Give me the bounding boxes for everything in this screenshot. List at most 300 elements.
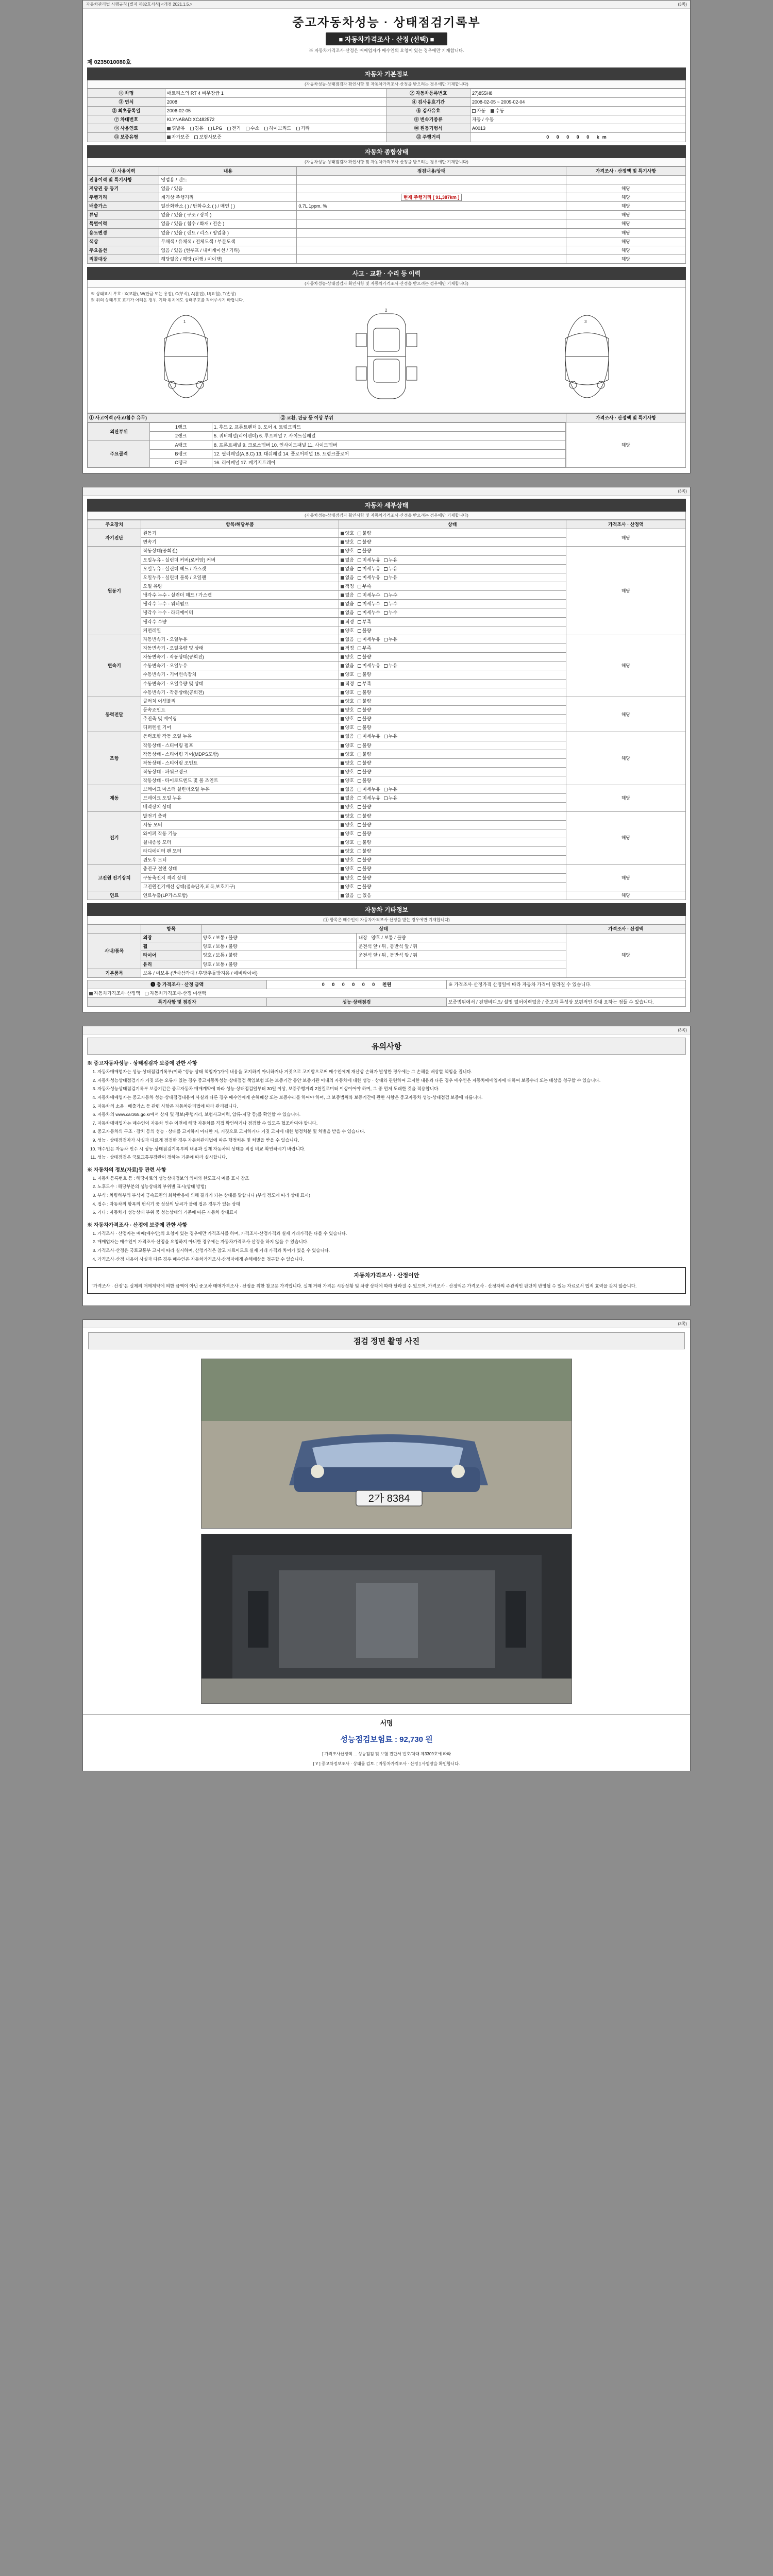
- checkbox-box[interactable]: [358, 708, 361, 712]
- option-checkbox[interactable]: 자동: [472, 108, 485, 114]
- page-1-top-bar: [83, 1, 690, 9]
- option-checkbox[interactable]: [358, 645, 371, 651]
- option-checkbox[interactable]: 경유: [190, 125, 204, 131]
- row-content: 없음 / 있음: [159, 184, 297, 193]
- option-checkbox[interactable]: [358, 866, 371, 872]
- option-checkbox[interactable]: [384, 636, 397, 642]
- price-summary-checkboxes: [88, 989, 686, 998]
- col-state: 상태: [339, 520, 566, 529]
- checkbox-box[interactable]: [358, 629, 361, 633]
- checkbox-box[interactable]: [384, 788, 388, 791]
- option-checkbox[interactable]: [341, 548, 354, 554]
- option-checkbox[interactable]: [341, 583, 354, 589]
- option-checkbox[interactable]: [341, 654, 354, 660]
- option-checkbox[interactable]: [341, 574, 354, 581]
- checkbox-box[interactable]: [384, 664, 388, 668]
- option-checkbox[interactable]: [358, 822, 371, 828]
- checkbox-label: 미세누유: [362, 574, 380, 580]
- notice-sub1-item: 1. 자동차등록번호 등 : 해당자료의 성능상태정보의 의미와 한도표시 예를 표시 참조: [97, 1175, 686, 1182]
- option-checkbox[interactable]: [384, 663, 397, 669]
- col-content: 내용: [159, 166, 297, 175]
- photo-underbody-view: [201, 1534, 572, 1704]
- checkbox-box[interactable]: [341, 885, 344, 889]
- etc-value: 양호 / 보통 / 불량: [201, 942, 357, 951]
- checkbox-box[interactable]: [358, 673, 361, 676]
- photo-section-title: 점검 정면 촬영 사진: [88, 1332, 685, 1349]
- option-checkbox[interactable]: [358, 777, 371, 784]
- checkbox-box[interactable]: [358, 796, 361, 800]
- option-checkbox[interactable]: [341, 769, 354, 775]
- checkbox-box[interactable]: [384, 576, 388, 580]
- checkbox-label: 불량: [362, 689, 372, 695]
- checkbox-box[interactable]: [358, 876, 361, 880]
- option-checkbox[interactable]: [358, 831, 371, 837]
- svg-text:2: 2: [384, 308, 388, 313]
- checkbox-box[interactable]: [341, 700, 344, 703]
- checkbox-box[interactable]: [341, 638, 344, 641]
- grade-level: 2랭크: [150, 432, 212, 440]
- checkbox-box[interactable]: [358, 700, 361, 703]
- checkbox-box[interactable]: [341, 540, 344, 544]
- checkbox-label: 미세누유: [362, 734, 380, 739]
- row-label: 리콜대상: [88, 255, 159, 264]
- option-checkbox[interactable]: [358, 619, 371, 625]
- option-checkbox[interactable]: [384, 601, 397, 607]
- option-checkbox[interactable]: [341, 645, 354, 651]
- checkbox-box[interactable]: [341, 805, 344, 809]
- option-checkbox[interactable]: [358, 548, 371, 554]
- option-checkbox[interactable]: [341, 671, 354, 677]
- option-checkbox[interactable]: 하이브리드: [264, 125, 291, 131]
- option-checkbox[interactable]: [341, 804, 354, 810]
- detail-item: 고전원전기배선 상태(접속단자,피복,보호기구): [141, 882, 339, 891]
- checkbox-label: 부족: [362, 583, 372, 589]
- checkbox-box[interactable]: [341, 858, 344, 862]
- fuel-options: [165, 124, 386, 133]
- option-checkbox[interactable]: 휘발유: [167, 125, 185, 131]
- checkbox-label: 누유: [388, 566, 398, 571]
- checkbox-box[interactable]: [341, 611, 344, 615]
- option-checkbox[interactable]: [384, 786, 397, 792]
- checkbox-box[interactable]: [341, 629, 344, 633]
- option-checkbox[interactable]: [341, 892, 354, 899]
- option-checkbox[interactable]: [341, 822, 354, 828]
- checkbox-box[interactable]: [341, 682, 344, 686]
- detail-item: 커먼레일: [141, 626, 339, 635]
- option-checkbox[interactable]: [358, 671, 371, 677]
- grade-parts: 12. 필러패널(A,B,C) 13. 대쉬패널 14. 플로어패널 15. 트렁크플로어: [212, 449, 565, 458]
- option-checkbox[interactable]: 기타: [296, 125, 310, 131]
- checkbox-label: 양호: [345, 840, 354, 845]
- option-checkbox[interactable]: [384, 557, 397, 563]
- checkbox-box[interactable]: [341, 647, 344, 650]
- checkbox-box[interactable]: [358, 858, 361, 862]
- checkbox-label: 양호: [345, 548, 354, 554]
- option-checkbox[interactable]: [341, 619, 354, 625]
- option-checkbox[interactable]: [341, 628, 354, 634]
- option-checkbox[interactable]: [384, 566, 397, 572]
- option-checkbox[interactable]: [341, 839, 354, 845]
- grade-parts: 16. 리어패널 17. 패키지트레이: [212, 458, 565, 467]
- option-checkbox[interactable]: [358, 707, 371, 713]
- checkbox-box[interactable]: [341, 549, 344, 553]
- option-checkbox[interactable]: [358, 857, 371, 863]
- detail-item: 작동상태(공회전): [141, 547, 339, 555]
- option-checkbox[interactable]: [358, 875, 371, 881]
- etc-value-2: 내장 양호 / 보통 / 불량: [357, 934, 566, 942]
- checkbox-box[interactable]: [358, 620, 361, 624]
- checkbox-box[interactable]: [341, 753, 344, 756]
- accident-history-label: ① 사고이력 (사고/침수 유무): [88, 414, 279, 422]
- checkbox-label: 없음: [345, 610, 354, 616]
- option-checkbox[interactable]: [341, 795, 354, 801]
- checkbox-box[interactable]: [341, 655, 344, 659]
- checkbox-box[interactable]: [358, 567, 361, 571]
- option-checkbox[interactable]: [341, 733, 354, 739]
- option-checkbox[interactable]: [358, 742, 371, 749]
- row-content: 무채색 / 유채색 / 전체도색 / 부분도색: [159, 237, 297, 246]
- option-checkbox[interactable]: [358, 813, 371, 819]
- option-checkbox[interactable]: [341, 592, 354, 598]
- checkbox-label: 양호: [345, 760, 354, 766]
- option-checkbox[interactable]: [358, 663, 380, 669]
- option-checkbox[interactable]: [358, 760, 371, 766]
- option-checkbox[interactable]: [341, 681, 354, 687]
- option-checkbox[interactable]: [358, 601, 380, 607]
- remarks-sublabel: 성능·상태점검: [267, 998, 446, 1007]
- checkbox-label: 누유: [388, 636, 398, 642]
- option-checkbox[interactable]: [341, 530, 354, 536]
- checkbox-box[interactable]: [341, 691, 344, 694]
- option-checkbox[interactable]: [358, 751, 371, 757]
- option-checkbox[interactable]: [341, 539, 354, 545]
- checkbox-label: 누수: [388, 601, 398, 607]
- checkbox-box[interactable]: [341, 664, 344, 668]
- option-checkbox[interactable]: LPG: [208, 125, 222, 131]
- checkbox-box[interactable]: [358, 647, 361, 650]
- option-checkbox[interactable]: [358, 628, 371, 634]
- table-row: [88, 414, 686, 422]
- checkbox-box[interactable]: [358, 815, 361, 818]
- etc-value: 양호 / 보통 / 불량: [201, 934, 357, 942]
- option-checkbox[interactable]: 수소: [246, 125, 259, 131]
- checkbox-label: 없음: [345, 663, 354, 669]
- option-checkbox[interactable]: [358, 892, 371, 899]
- checkbox-box[interactable]: [341, 735, 344, 738]
- detail-item: 추진축 및 베어링: [141, 715, 339, 723]
- checkbox-box[interactable]: [341, 620, 344, 624]
- table-row: [88, 891, 686, 900]
- row-content: 없음 / 있음 ( 침수 / 화재 / 전손 ): [159, 219, 297, 228]
- checkbox-label: 없음: [345, 787, 354, 792]
- checkbox-box[interactable]: [384, 735, 388, 738]
- checkbox-box[interactable]: [341, 594, 344, 597]
- checkbox-box[interactable]: [341, 788, 344, 791]
- checkbox-box[interactable]: [358, 655, 361, 659]
- checkbox-label: 부족: [362, 619, 372, 624]
- option-checkbox[interactable]: [358, 530, 371, 536]
- checkbox-box[interactable]: [341, 673, 344, 676]
- checkbox-box[interactable]: [358, 832, 361, 836]
- detail-item: 냉각수 누수 - 실린더 헤드 / 가스켓: [141, 591, 339, 600]
- detail-item: 와이퍼 작동 기능: [141, 829, 339, 838]
- detail-group-price: 해당: [566, 785, 685, 811]
- basic-label: ⑨ 사용연료: [88, 124, 165, 133]
- detail-item: 오일 유량: [141, 582, 339, 590]
- option-checkbox[interactable]: [358, 557, 380, 563]
- checkbox-box[interactable]: [358, 841, 361, 844]
- option-checkbox[interactable]: 자가보증: [167, 134, 190, 140]
- detail-state-options: [339, 573, 566, 582]
- checkbox-box[interactable]: [341, 779, 344, 783]
- option-checkbox[interactable]: [358, 839, 371, 845]
- detail-group-price: 해당: [566, 697, 685, 732]
- checkbox-label: 양호: [345, 654, 354, 660]
- option-checkbox[interactable]: [341, 707, 354, 713]
- checkbox-box[interactable]: [341, 850, 344, 853]
- option-checkbox[interactable]: [341, 636, 354, 642]
- option-checkbox[interactable]: [341, 724, 354, 731]
- checkbox-box[interactable]: [341, 841, 344, 844]
- checkbox-box[interactable]: [358, 638, 361, 641]
- notice-sub2-item: 4. 가격조사·산정 내용이 사실과 다른 경우 매수인은 자동차가격조사·산정자에게 손해배상을 청구할 수 있습니다.: [97, 1256, 686, 1263]
- detail-state-options: [339, 679, 566, 688]
- checkbox-box[interactable]: [358, 805, 361, 809]
- option-checkbox[interactable]: [341, 663, 354, 669]
- detail-state-options: [339, 600, 566, 608]
- option-checkbox[interactable]: [341, 875, 354, 881]
- option-checkbox[interactable]: [341, 557, 354, 563]
- option-checkbox[interactable]: [358, 574, 380, 581]
- checkbox-box[interactable]: [341, 832, 344, 836]
- option-checkbox[interactable]: [358, 681, 371, 687]
- checkbox-price-survey[interactable]: 자동차가격조사·산정액: [89, 990, 140, 996]
- checkbox-label: 불량: [362, 672, 372, 677]
- table-row: [88, 124, 686, 133]
- option-checkbox[interactable]: [341, 866, 354, 872]
- option-checkbox[interactable]: [341, 760, 354, 766]
- checkbox-box[interactable]: [358, 611, 361, 615]
- option-checkbox[interactable]: [358, 583, 371, 589]
- table-row: [88, 423, 566, 432]
- option-checkbox[interactable]: [358, 689, 371, 696]
- detail-item: 배력장치 상태: [141, 803, 339, 811]
- table-row: [88, 255, 686, 264]
- checkbox-box[interactable]: [384, 594, 388, 597]
- row-status: [297, 228, 566, 237]
- license-plate-text: 2가 8384: [368, 1493, 410, 1505]
- checkbox-box[interactable]: [358, 823, 361, 827]
- col-status: 점검내용/상태: [297, 166, 566, 175]
- price-summary-note: ※ 가격조사·산정가격 산정일에 따라 자동차 가격이 달라질 수 있습니다.: [446, 980, 685, 989]
- svg-text:1: 1: [183, 319, 186, 325]
- table-row: [88, 184, 686, 193]
- section-detail-title: 자동차 세부상태: [87, 499, 686, 512]
- checkbox-box[interactable]: [341, 576, 344, 580]
- checkbox-box[interactable]: [384, 638, 388, 641]
- option-checkbox[interactable]: [358, 592, 380, 598]
- checkbox-box[interactable]: [341, 876, 344, 880]
- checkbox-label: 양호: [345, 539, 354, 545]
- option-checkbox[interactable]: [358, 609, 380, 616]
- checkbox-box[interactable]: [341, 770, 344, 774]
- detail-item: 냉각수 누수 - 라디에이터: [141, 608, 339, 617]
- checkbox-box[interactable]: [358, 735, 361, 738]
- remarks-label: 특기사항 및 점검자: [88, 998, 267, 1007]
- table-row: [88, 865, 686, 873]
- checkbox-box[interactable]: [358, 558, 361, 562]
- checkbox-box[interactable]: [341, 567, 344, 571]
- checkbox-box[interactable]: [341, 558, 344, 562]
- checkbox-box[interactable]: [358, 744, 361, 748]
- option-checkbox[interactable]: [358, 733, 380, 739]
- option-checkbox[interactable]: [341, 698, 354, 704]
- option-checkbox[interactable]: [341, 716, 354, 722]
- checkbox-box[interactable]: [358, 602, 361, 606]
- checkbox-box[interactable]: [384, 602, 388, 606]
- checkbox-box[interactable]: [358, 576, 361, 580]
- grade-group-frame: 주요골격: [88, 440, 150, 467]
- detail-item: 오일누유 - 실린더 블록 / 오일팬: [141, 573, 339, 582]
- option-checkbox[interactable]: [358, 884, 371, 890]
- checkbox-label: 부족: [362, 681, 372, 686]
- table-row: [88, 89, 686, 97]
- option-checkbox[interactable]: [358, 698, 371, 704]
- checkbox-box[interactable]: [358, 540, 361, 544]
- option-checkbox[interactable]: [358, 724, 371, 731]
- option-checkbox[interactable]: [341, 813, 354, 819]
- checkbox-box[interactable]: [341, 761, 344, 765]
- checkbox-box[interactable]: [341, 708, 344, 712]
- option-checkbox[interactable]: [384, 592, 397, 598]
- checkbox-box[interactable]: [358, 585, 361, 588]
- etc-price: 해당: [566, 934, 685, 978]
- checkbox-box[interactable]: [341, 717, 344, 721]
- checkbox-label: 불량: [362, 804, 372, 810]
- option-checkbox[interactable]: [384, 733, 397, 739]
- detail-state-options: [339, 715, 566, 723]
- checkbox-box[interactable]: [384, 558, 388, 562]
- checkbox-box[interactable]: [358, 717, 361, 721]
- option-checkbox[interactable]: [358, 636, 380, 642]
- row-price: 해당: [566, 228, 685, 237]
- option-checkbox[interactable]: [341, 857, 354, 863]
- option-checkbox[interactable]: [341, 566, 354, 572]
- section-accident-title: 사고 · 교환 · 수리 등 이력: [87, 267, 686, 280]
- checkbox-box[interactable]: [341, 602, 344, 606]
- option-checkbox[interactable]: [358, 566, 380, 572]
- basic-label: ① 차명: [88, 89, 165, 97]
- col-etc-state: 상태: [201, 925, 566, 934]
- checkbox-box[interactable]: [358, 549, 361, 553]
- checkbox-label: 없음: [345, 557, 354, 563]
- checkbox-box[interactable]: [358, 779, 361, 783]
- checkbox-box[interactable]: [358, 788, 361, 791]
- checkbox-box[interactable]: [358, 894, 361, 897]
- checkbox-box[interactable]: [358, 691, 361, 694]
- option-checkbox[interactable]: [341, 601, 354, 607]
- option-checkbox[interactable]: [384, 574, 397, 581]
- checkbox-box[interactable]: [341, 726, 344, 730]
- option-checkbox[interactable]: [341, 689, 354, 696]
- option-checkbox[interactable]: [358, 539, 371, 545]
- checkbox-box[interactable]: [341, 894, 344, 897]
- checkbox-box[interactable]: [358, 664, 361, 668]
- col-price: 가격조사 · 산정액 및 특기사항: [566, 414, 685, 422]
- row-status: [297, 219, 566, 228]
- checkbox-box[interactable]: [358, 867, 361, 871]
- checkbox-box[interactable]: [358, 885, 361, 889]
- option-checkbox[interactable]: [358, 654, 371, 660]
- checkbox-box[interactable]: [384, 567, 388, 571]
- option-checkbox[interactable]: [341, 742, 354, 749]
- checkbox-box[interactable]: [384, 796, 388, 800]
- option-checkbox[interactable]: [341, 786, 354, 792]
- table-row: [88, 211, 686, 219]
- checkbox-box[interactable]: [341, 744, 344, 748]
- checkbox-price-not-selected[interactable]: 자동차가격조사·산정 미선택: [145, 990, 206, 996]
- checkbox-box[interactable]: [358, 594, 361, 597]
- detail-state-options: [339, 538, 566, 547]
- checkbox-box[interactable]: [341, 867, 344, 871]
- checkbox-label: 불량: [362, 742, 372, 748]
- option-checkbox[interactable]: [384, 795, 397, 801]
- section-overall-title: 자동차 종합상태: [87, 145, 686, 158]
- checkbox-box[interactable]: [358, 770, 361, 774]
- option-checkbox[interactable]: [358, 795, 380, 801]
- option-checkbox[interactable]: [358, 769, 371, 775]
- table-row: [88, 989, 686, 998]
- checkbox-box[interactable]: [358, 726, 361, 730]
- option-checkbox[interactable]: [341, 884, 354, 890]
- checkbox-label: 불량: [362, 778, 372, 784]
- option-checkbox[interactable]: [358, 786, 380, 792]
- option-checkbox[interactable]: [341, 848, 354, 854]
- checkbox-box[interactable]: [341, 823, 344, 827]
- table-row: [88, 547, 686, 555]
- checkbox-box[interactable]: [358, 761, 361, 765]
- notice-lead: ※ 중고자동차성능 · 상태점검자 보증에 관한 사항: [87, 1061, 197, 1067]
- option-checkbox[interactable]: [341, 751, 354, 757]
- option-checkbox[interactable]: [358, 804, 371, 810]
- grade-level: B랭크: [150, 449, 212, 458]
- col-etc-price: 가격조사 · 산정액: [566, 925, 685, 934]
- notice-sub2-list: [87, 1230, 686, 1263]
- checkbox-box[interactable]: [341, 532, 344, 535]
- detail-state-options: [339, 705, 566, 714]
- option-checkbox[interactable]: [358, 716, 371, 722]
- table-row: [88, 449, 566, 458]
- checkbox-box[interactable]: [358, 532, 361, 535]
- option-checkbox[interactable]: [358, 848, 371, 854]
- checkbox-box[interactable]: [358, 850, 361, 853]
- option-checkbox[interactable]: [341, 831, 354, 837]
- checkbox-box[interactable]: [384, 611, 388, 615]
- checkbox-box[interactable]: [358, 682, 361, 686]
- checkbox-box[interactable]: [341, 796, 344, 800]
- option-checkbox[interactable]: 수동: [491, 108, 504, 114]
- detail-item: 자동변속기 - 오일누유: [141, 635, 339, 643]
- option-checkbox[interactable]: [341, 777, 354, 784]
- option-checkbox[interactable]: 보험사보증: [194, 134, 221, 140]
- detail-item: 작동상태 - 스티어링 기어(MDPS포함): [141, 750, 339, 758]
- option-checkbox[interactable]: 전기: [227, 125, 241, 131]
- option-checkbox[interactable]: [341, 609, 354, 616]
- checkbox-box[interactable]: [358, 753, 361, 756]
- option-checkbox[interactable]: [384, 609, 397, 616]
- checkbox-box[interactable]: [341, 815, 344, 818]
- checkbox-box[interactable]: [341, 585, 344, 588]
